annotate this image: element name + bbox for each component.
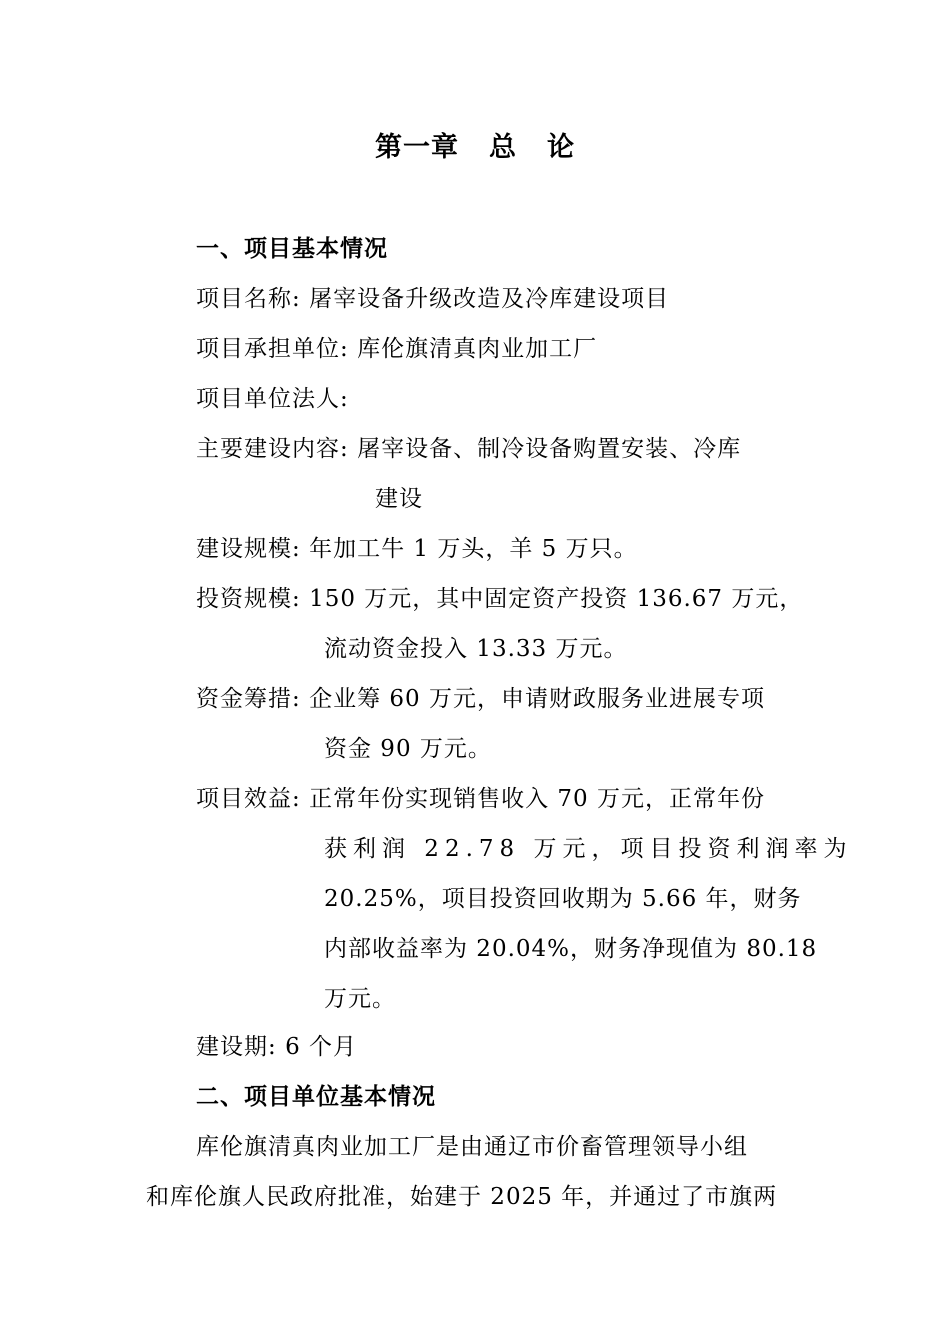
investment-scale-value-1: 150 万元，其中固定资产投资 136.67 万元，: [309, 586, 804, 612]
fund-raising-value-2: 资金 90 万元。: [324, 736, 492, 762]
project-name-value: 屠宰设备升级改造及冷库建设项目: [309, 286, 670, 312]
project-benefit-row: [196, 782, 765, 816]
construction-content-value-2: 建设: [375, 486, 423, 512]
project-benefit-value-1: 正常年份实现销售收入 70 万元，正常年份: [309, 786, 765, 812]
construction-scale-row: [196, 532, 638, 566]
section-heading-2: 二、项目单位基本情况: [196, 1084, 436, 1110]
construction-period-row: [196, 1030, 357, 1064]
project-benefit-value-3: 20.25%，项目投资回收期为 5.66 年，财务: [324, 886, 802, 912]
project-benefit-value-4: 内部收益率为 20.04%，财务净现值为 80.18: [324, 936, 818, 962]
construction-period-value: 6 个月: [285, 1034, 358, 1060]
construction-content-row: [196, 432, 741, 466]
construction-scale-label: 建设规模:: [196, 536, 301, 562]
project-unit-label: 项目承担单位:: [196, 336, 349, 362]
project-unit-value: 库伦旗清真肉业加工厂: [357, 336, 598, 362]
chapter-title: [0, 128, 950, 168]
project-unit-row: [196, 332, 597, 366]
unit-intro-line-2: 和库伦旗人民政府批准，始建于 2025 年，并通过了市旗两: [146, 1184, 778, 1210]
construction-scale-value: 年加工牛 1 万头，羊 5 万只。: [309, 536, 638, 562]
project-name-row: [196, 282, 669, 316]
investment-scale-label: 投资规模:: [196, 586, 301, 612]
chapter-title-char-1: 总: [489, 132, 517, 163]
project-name-label: 项目名称:: [196, 286, 301, 312]
project-benefit-value-2: 获利润 22.78 万元，项目投资利润率为: [324, 836, 853, 862]
project-legal-label: 项目单位法人:: [196, 386, 349, 412]
fund-raising-value-1: 企业筹 60 万元，申请财政服务业进展专项: [309, 686, 765, 712]
investment-scale-value-2: 流动资金投入 13.33 万元。: [324, 636, 628, 662]
fund-raising-label: 资金筹措:: [196, 686, 301, 712]
project-benefit-value-5: 万元。: [324, 986, 396, 1012]
chapter-title-number: 第一章: [375, 132, 459, 163]
project-benefit-label: 项目效益:: [196, 786, 301, 812]
construction-period-label: 建设期:: [196, 1034, 277, 1060]
fund-raising-row: [196, 682, 765, 716]
construction-content-label: 主要建设内容:: [196, 436, 349, 462]
investment-scale-row: [196, 582, 803, 616]
project-legal-row: [196, 382, 349, 416]
unit-intro-line-1: 库伦旗清真肉业加工厂是由通辽市价畜管理领导小组: [196, 1134, 748, 1160]
chapter-title-char-2: 论: [547, 132, 575, 163]
section-heading-1: 一、项目基本情况: [196, 236, 388, 262]
construction-content-value-1: 屠宰设备、制冷设备购置安装、冷库: [357, 436, 742, 462]
